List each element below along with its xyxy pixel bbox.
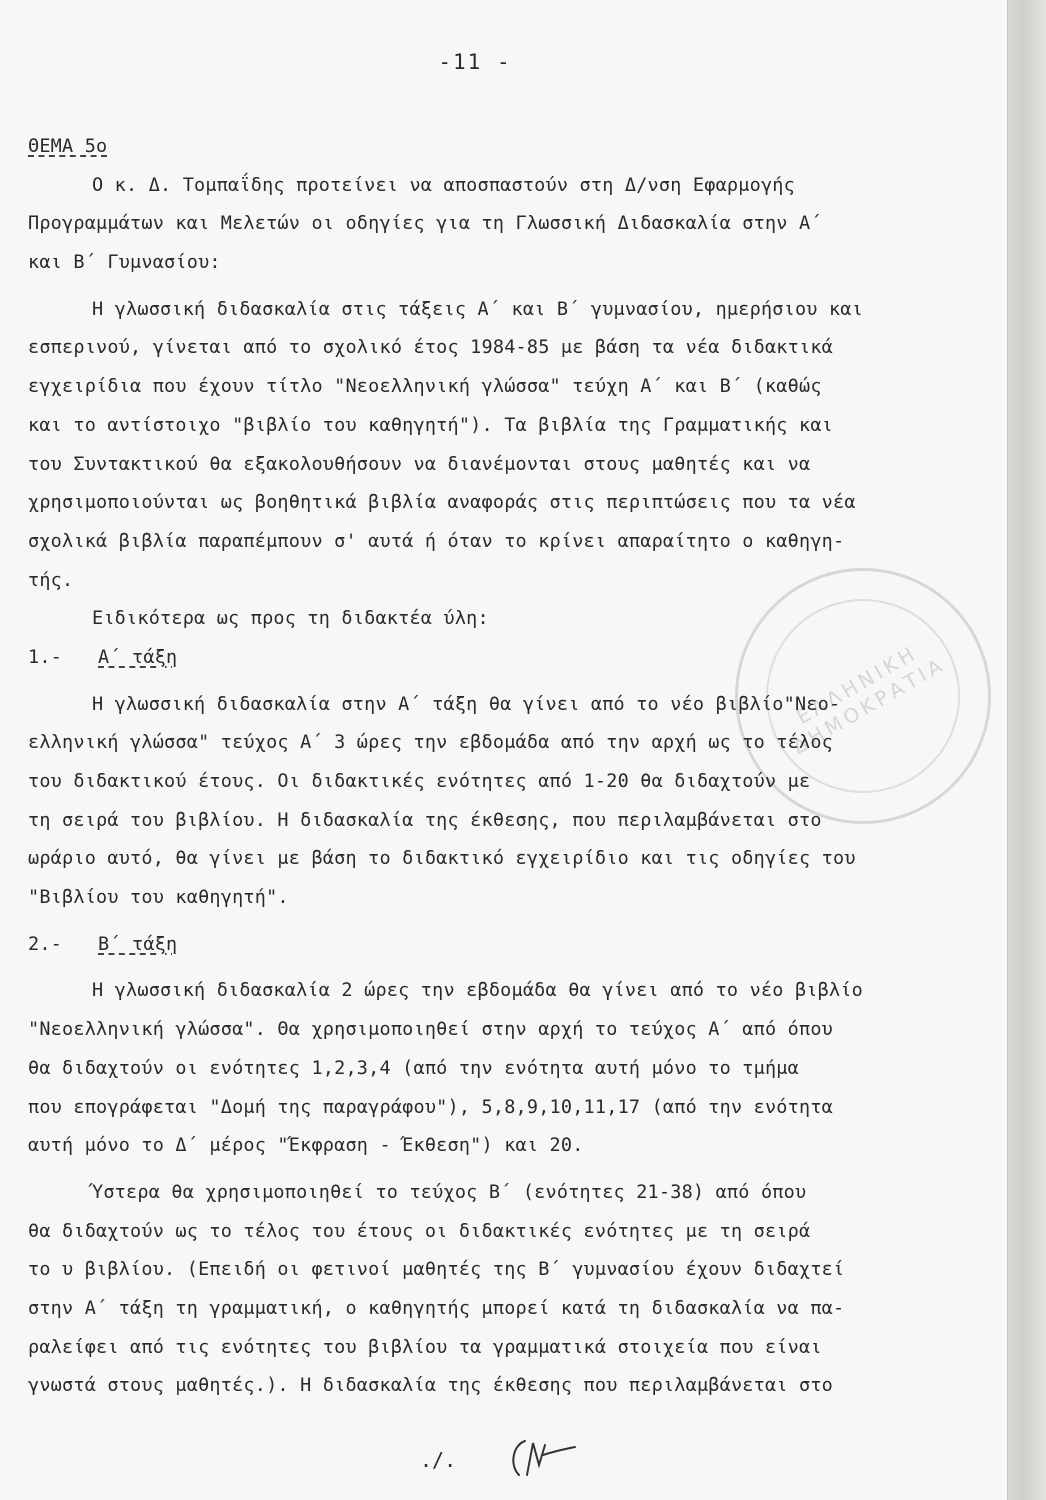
paragraph-line: θα διδαχτούν οι ενότητες 1,2,3,4 (από την ενότητα αυτή μόνο το τμήμα <box>28 1057 799 1079</box>
paragraph-line: αυτή μόνο το Δ΄ μέρος "Έκφραση - Έκθεση") και 20. <box>28 1135 584 1157</box>
section-title: Α΄ τάξη <box>98 646 178 668</box>
paragraph-line: το υ βιβλίου. (Επειδή οι φετινοί μαθητές της Β΄ γυμνασίου έχουν διδαχτεί <box>28 1259 845 1281</box>
page-number: -11 - <box>438 50 512 74</box>
paragraph-line: στην Α΄ τάξη τη γραμματική, ο καθηγητής μπορεί κατά τη διδασκαλία να πα- <box>28 1297 845 1319</box>
document-body <box>28 128 1013 1406</box>
paragraph-line: γνωστά στους μαθητές.). Η διδασκαλία της έκθεσης που περιλαμβάνεται στο <box>28 1375 833 1397</box>
paragraph-line: που επογράφεται "Δομή της παραγράφου"), 5,8,9,10,11,17 (από την ενότητα <box>28 1096 833 1118</box>
paragraph-line: θα διδαχτούν ως το τέλος του έτους οι διδακτικές ενότητες με τη σειρά <box>28 1220 811 1242</box>
section-number: 1.- <box>28 646 63 668</box>
paragraph-line: εσπερινού, γίνεται από το σχολικό έτος 1984-85 με βάση τα νέα διδακτικά <box>28 337 833 359</box>
paragraph-line: τής. <box>28 569 74 591</box>
paragraph-line: και το αντίστοιχο "βιβλίο του καθηγητή"). Τα βιβλία της Γραμματικής και <box>28 414 833 436</box>
paragraph-line: "Βιβλίου του καθηγητή". <box>28 887 289 909</box>
section-heading <box>28 639 1013 678</box>
paragraph-line: ραλείφει από τις ενότητες του βιβλίου τα γραμματικά στοιχεία που είναι <box>28 1336 822 1358</box>
handwritten-initials <box>505 1435 585 1485</box>
section-number: 2.- <box>28 933 63 955</box>
topic-heading: ΘΕΜΑ 5ο <box>28 136 108 157</box>
paragraph-line: ωράριο αυτό, θα γίνει με βάση το διδακτικό εγχειρίδιο και τις οδηγίες του <box>28 848 856 870</box>
intro-line: Ο κ. Δ. Τομπαΐδης προτείνει να αποσπαστούν στη Δ/νση Εφαρμογής <box>92 174 795 196</box>
paragraph-line: χρησιμοποιούνται ως βοηθητικά βιβλία αναφοράς στις περιπτώσεις που τα νέα <box>28 492 856 514</box>
continuation-mark: ./. <box>420 1448 457 1472</box>
section-title: Β΄ τάξη <box>98 933 178 955</box>
paragraph-line: Ύστερα θα χρησιμοποιηθεί το τεύχος Β΄ (ενότητες 21-38) από όπου <box>92 1181 807 1203</box>
intro-line: Προγραμμάτων και Μελετών οι οδηγίες για τη Γλωσσική Διδασκαλία στην Α΄ <box>28 213 822 235</box>
paragraph-line: Η γλωσσική διδασκαλία στις τάξεις Α΄ και Β΄ γυμνασίου, ημερήσιου και <box>92 298 863 320</box>
paragraph-line: τη σειρά του βιβλίου. Η διδασκαλία της έκθεσης, που περιλαμβάνεται στο <box>28 809 822 831</box>
paragraph-line: "Νεοελληνική γλώσσα". Θα χρησιμοποιηθεί στην αρχή το τεύχος Α΄ από όπου <box>28 1019 833 1041</box>
paragraph-line: ελληνική γλώσσα" τεύχος Α΄ 3 ώρες την εβδομάδα από την αρχή ως το τέλος <box>28 732 833 754</box>
stamp-lettering: ΕΛΛΗΝΙΚΗ ΔΗΜΟΚΡΑΤΙΑ <box>788 640 950 759</box>
paragraph-line: του διδακτικού έτους. Οι διδακτικές ενότητες από 1-20 θα διδαχτούν με <box>28 771 811 792</box>
paragraph-line: σχολικά βιβλία παραπέμπουν σ' αυτά ή όταν το κρίνει απαραίτητο ο καθηγη- <box>28 530 845 552</box>
paragraph-line: Ειδικότερα ως προς τη διδακτέα ύλη: <box>92 608 489 630</box>
paragraph-line: Η γλωσσική διδασκαλία 2 ώρες την εβδομάδα θα γίνει από το νέο βιβλίο <box>92 980 863 1002</box>
paragraph-line: εγχειρίδια που έχουν τίτλο "Νεοελληνική γλώσσα" τεύχη Α΄ και Β΄ (καθώς <box>28 376 822 398</box>
section-heading <box>28 926 1013 965</box>
paragraph-line: του Συντακτικού θα εξακολουθήσουν να διανέμονται στους μαθητές και να <box>28 453 811 475</box>
intro-line: και Β΄ Γυμνασίου: <box>28 252 221 274</box>
paragraph-line: Η γλωσσική διδασκαλία στην Α΄ τάξη θα γίνει από το νέο βιβλίο"Νεο- <box>92 693 841 715</box>
